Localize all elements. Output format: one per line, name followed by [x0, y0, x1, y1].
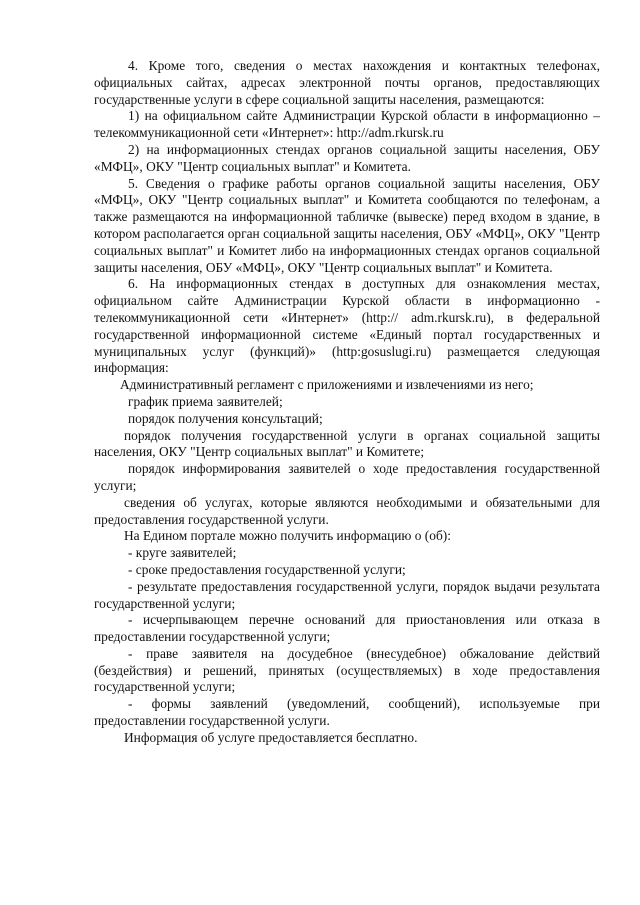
list-item-applicants: - круге заявителей;: [128, 545, 237, 561]
paragraph-free-of-charge: Информация об услуге предоставляется бесплатно.: [124, 729, 418, 745]
list-item-forms: - формы заявлений (уведомлений, сообщений), используемые при предоставлении государственной услуги.: [94, 696, 600, 729]
list-item-terms: - сроке предоставления государственной услуги;: [128, 561, 406, 577]
paragraph-item-6-intro: 6. На информационных стендах в доступных для ознакомления местах, официальном сайте Администрации Курской области в информационно - телекоммуникационной сети «Интернет» (http:// adm.rkursk.ru), в федеральной государственной информационной системе «Единый портал государственных и муниципальных услуг (функций)» (http:gosuslugi.ru) размещается следующая информация:: [94, 276, 600, 376]
paragraph-portal-intro: На Едином портале можно получить информацию о (об):: [124, 528, 451, 544]
paragraph-reception-schedule: график приема заявителей;: [128, 393, 283, 409]
paragraph-informing-order: порядок информирования заявителей о ходе предоставления государственной услуги;: [94, 461, 600, 493]
paragraph-consultation-order: порядок получения консультаций;: [128, 410, 323, 426]
list-item-grounds: - исчерпывающем перечне оснований для приостановления или отказа в предоставлении государственной услуги;: [94, 612, 600, 645]
paragraph-info-stands: 2) на информационных стендах органов социальной защиты населения, ОБУ «МФЦ», ОКУ "Центр социальных выплат" и Комитета.: [94, 141, 600, 174]
paragraph-admin-regulation: Административный регламент с приложениями и извлечениями из него;: [120, 377, 534, 393]
paragraph-service-order: порядок получения государственной услуги в органах социальной защиты населения, ОКУ "Центр социальных выплат" и Комитете;: [94, 427, 600, 460]
paragraph-official-site: 1) на официальном сайте Администрации Курской области в информационно – телекоммуникационной сети «Интернет»: http://adm.rkursk.ru: [94, 108, 600, 141]
list-item-appeal-right: - праве заявителя на досудебное (внесудебное) обжалование действий (бездействия) и решений, принятых (осуществляемых) в ходе предоставления государственной услуги;: [94, 645, 600, 695]
paragraph-item-4-intro: 4. Кроме того, сведения о местах нахождения и контактных телефонах, официальных сайтах, адресах электронной почты органов, предоставляющих государственные услуги в сфере социальной защиты населения, размещаются:: [94, 58, 600, 107]
paragraph-item-5-schedule: 5. Сведения о графике работы органов социальной защиты населения, ОБУ «МФЦ», ОКУ "Центр социальных выплат" и Комитета сообщаются по телефонам, а также размещаются на информационной табличке (вывеске) перед входом в здание, в котором располагается орган социальной защиты населения, ОБУ «МФЦ», ОКУ "Центр социальных выплат" и Комитет либо на информационных стендах органов социальной защиты населения, ОБУ «МФЦ», ОКУ "Центр социальных выплат" и Комитета.: [94, 175, 600, 275]
paragraph-required-services: сведения об услугах, которые являются необходимыми и обязательными для предоставления государственной услуги.: [94, 494, 600, 527]
document-page: [94, 58, 600, 747]
list-item-result: - результате предоставления государственной услуги, порядок выдачи результата государственной услуги;: [94, 578, 600, 611]
